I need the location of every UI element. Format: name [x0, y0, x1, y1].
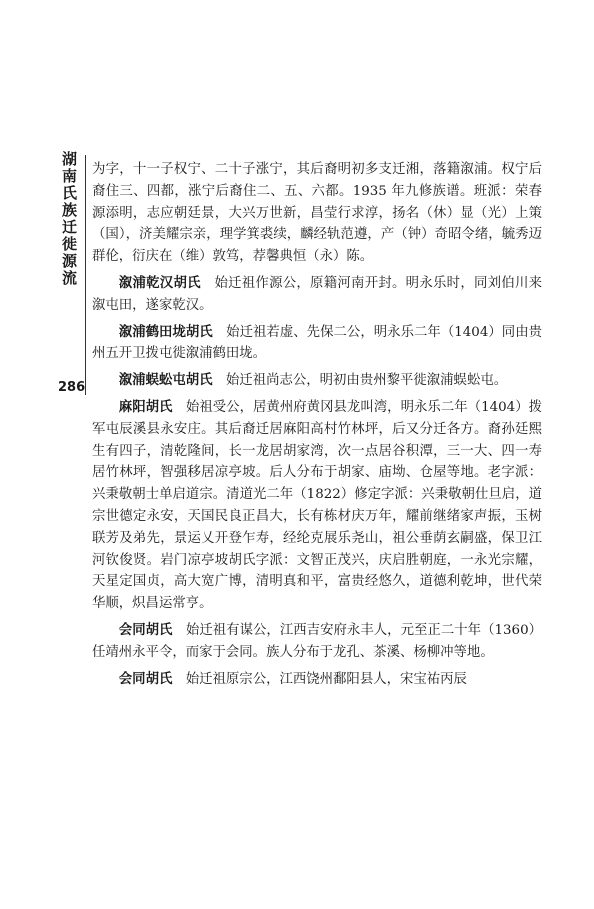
paragraph-4 [92, 397, 542, 615]
paragraph-2 [92, 322, 542, 366]
paragraph-text: 始迁祖原宗公，江西饶州鄱阳县人，宋宝祐丙辰 [185, 671, 467, 687]
page-number: 286 [58, 380, 86, 395]
paragraph-0 [92, 159, 542, 268]
paragraph-heading: 溆浦鹤田垅胡氏 [118, 324, 213, 340]
paragraph-text: 为字，十一子权宁、二十子涨宁，其后裔明初多支迁湘，落籍溆浦。权宁后裔住三、四都，涨宁后裔住二、五、六都。1935 年九修族谱。班派：荣春源添明，志应朝廷景，大兴万世新，昌莹行求淳，扬名（休）显（光）上策（国），济美耀宗亲，理学箕裘续，麟经轨范遵，产（钟）奇昭令绪，毓秀迈群伦，衍庆在（维）敦笃，荐馨典恒（永）陈。 [92, 162, 542, 265]
paragraph-text: 始迁祖尚志公，明初由贵州黎平徙溆浦蜈蚣屯。 [225, 373, 508, 389]
margin-rule [85, 155, 86, 395]
paragraph-text: 始迁祖若虚、先保二公，明永乐二年（1404）同由贵州五开卫拨屯徙溆浦鹤田垅。 [92, 324, 543, 362]
paragraph-5 [92, 620, 542, 664]
paragraph-text: 始迁祖作源公，原籍河南开封。明永乐时，同刘伯川来溆屯田，遂家乾汉。 [92, 275, 543, 313]
paragraph-heading: 麻阳胡氏 [118, 399, 173, 415]
paragraph-3 [92, 370, 542, 392]
paragraph-heading: 会同胡氏 [118, 622, 173, 638]
paragraph-heading: 溆浦蜈蚣屯胡氏 [118, 373, 213, 389]
book-title-vertical: 湖南氏族迁徙源流 [60, 151, 78, 287]
paragraph-heading: 会同胡氏 [118, 671, 173, 687]
body-text [92, 159, 542, 695]
paragraph-text: 始祖受公，居黄州府黄冈县龙叫湾，明永乐二年（1404）拨军屯辰溪县永安庄。其后裔迁居麻阳高村竹林坪，后又分迁各方。裔孙廷熙生有四子，清乾隆间，长一龙居胡家湾，次一点居谷积潭，三一大、四一寿居竹林坪，智强移居凉亭坡。后人分布于胡家、庙坳、仓屋等地。老字派：兴秉敬朝士单启道宗。清道光二年（1822）修定字派：兴秉敬朝仕旦启，道宗世德定永安，天国民良正昌大，长有栋材庆万年，耀前继绪家声振，玉树联芳及弟先，景运乂开登乍寿，经纶克展乐尧山，祖公垂荫玄嗣盛，保卫江河钦俊贤。岩门凉亭坡胡氏字派：文智正茂兴，庆启胜朝庭，一永光宗耀，天星定国贞，高大宽广博，清明真和平，富贵经悠久，道德利乾坤，世代荣华顺，炽昌运常亨。 [92, 399, 543, 612]
paragraph-text: 始迁祖有谋公，江西吉安府永丰人，元至正二十年（1360）任靖州永平令，而家于会同。族人分布于龙孔、茶溪、杨柳冲等地。 [92, 622, 543, 660]
paragraph-heading: 溆浦乾汉胡氏 [118, 275, 201, 291]
paragraph-1 [92, 273, 542, 317]
paragraph-6 [92, 669, 542, 691]
